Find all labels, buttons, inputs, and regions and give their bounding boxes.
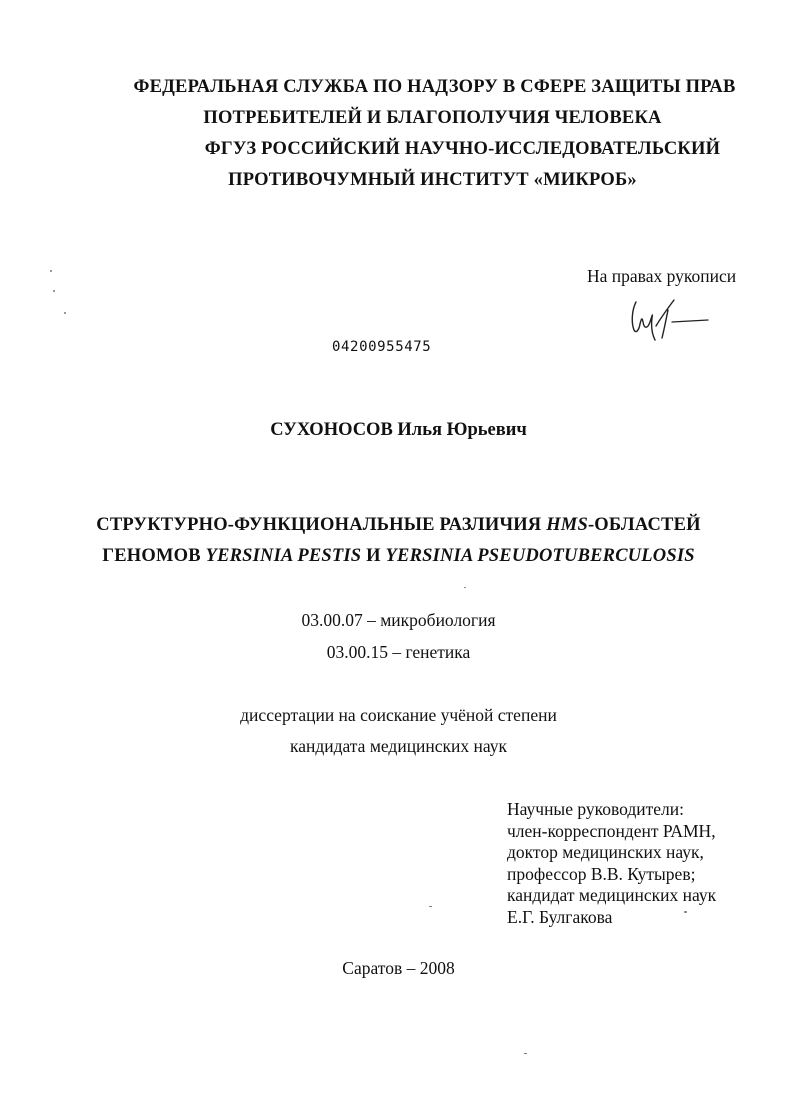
advisor-line: кандидат медицинских наук bbox=[507, 885, 717, 905]
title-l1-post: -ОБЛАСТЕЙ bbox=[587, 515, 701, 535]
header-line-4: ПРОТИВОЧУМНЫЙ ИНСТИТУТ «МИКРОБ» bbox=[228, 170, 637, 190]
scan-speck bbox=[64, 312, 66, 314]
document-number: 04200955475 bbox=[332, 339, 432, 355]
scan-speck bbox=[684, 911, 687, 913]
scan-speck bbox=[50, 270, 52, 272]
title-l1-pre: СТРУКТУРНО-ФУНКЦИОНАЛЬНЫЕ РАЗЛИЧИЯ bbox=[96, 515, 547, 535]
title-l2-italic-2: YERSINIA PSEUDOTUBERCULOSIS bbox=[385, 546, 695, 566]
advisors-block bbox=[507, 799, 716, 928]
specialty-1: 03.00.07 – микробиология bbox=[301, 610, 496, 630]
header-line-2: ПОТРЕБИТЕЛЕЙ И БЛАГОПОЛУЧИЯ ЧЕЛОВЕКА bbox=[203, 108, 662, 128]
title-l2-italic-1: YERSINIA PESTIS bbox=[205, 546, 362, 566]
advisor-line: доктор медицинских наук, bbox=[507, 842, 704, 862]
header-line-3: ФГУЗ РОССИЙСКИЙ НАУЧНО-ИССЛЕДОВАТЕЛЬСКИЙ bbox=[204, 139, 721, 159]
specialty-2: 03.00.15 – генетика bbox=[326, 642, 471, 662]
advisor-line: Е.Г. Булгакова bbox=[507, 906, 613, 927]
title-line-1 bbox=[0, 515, 797, 536]
author-surname: СУХОНОСОВ bbox=[270, 420, 393, 440]
advisor-line: профессор В.В. Кутырев; bbox=[507, 863, 696, 884]
degree-line-2: кандидата медицинских наук bbox=[289, 736, 508, 756]
author-given-names: Илья Юрьевич bbox=[397, 420, 527, 440]
author-name bbox=[0, 420, 797, 441]
signature-icon bbox=[628, 296, 712, 342]
advisors-heading: Научные руководители: bbox=[507, 799, 684, 819]
scan-speck bbox=[524, 1053, 527, 1054]
scan-speck bbox=[53, 290, 55, 292]
title-l2-pre: ГЕНОМОВ bbox=[102, 546, 206, 566]
advisor-line: член-корреспондент РАМН, bbox=[507, 820, 716, 841]
title-line-2 bbox=[0, 546, 797, 567]
scan-speck bbox=[429, 906, 432, 907]
rights-note: На правах рукописи bbox=[587, 266, 737, 286]
title-l1-italic: HMS bbox=[546, 515, 588, 535]
title-l2-mid: И bbox=[361, 546, 386, 566]
city-year: Саратов – 2008 bbox=[342, 958, 455, 978]
degree-line-1: диссертации на соискание учёной степени bbox=[240, 705, 557, 725]
header-line-1: ФЕДЕРАЛЬНАЯ СЛУЖБА ПО НАДЗОРУ В СФЕРЕ ЗАЩИТЫ ПРАВ bbox=[133, 77, 736, 97]
scan-speck bbox=[464, 587, 466, 588]
